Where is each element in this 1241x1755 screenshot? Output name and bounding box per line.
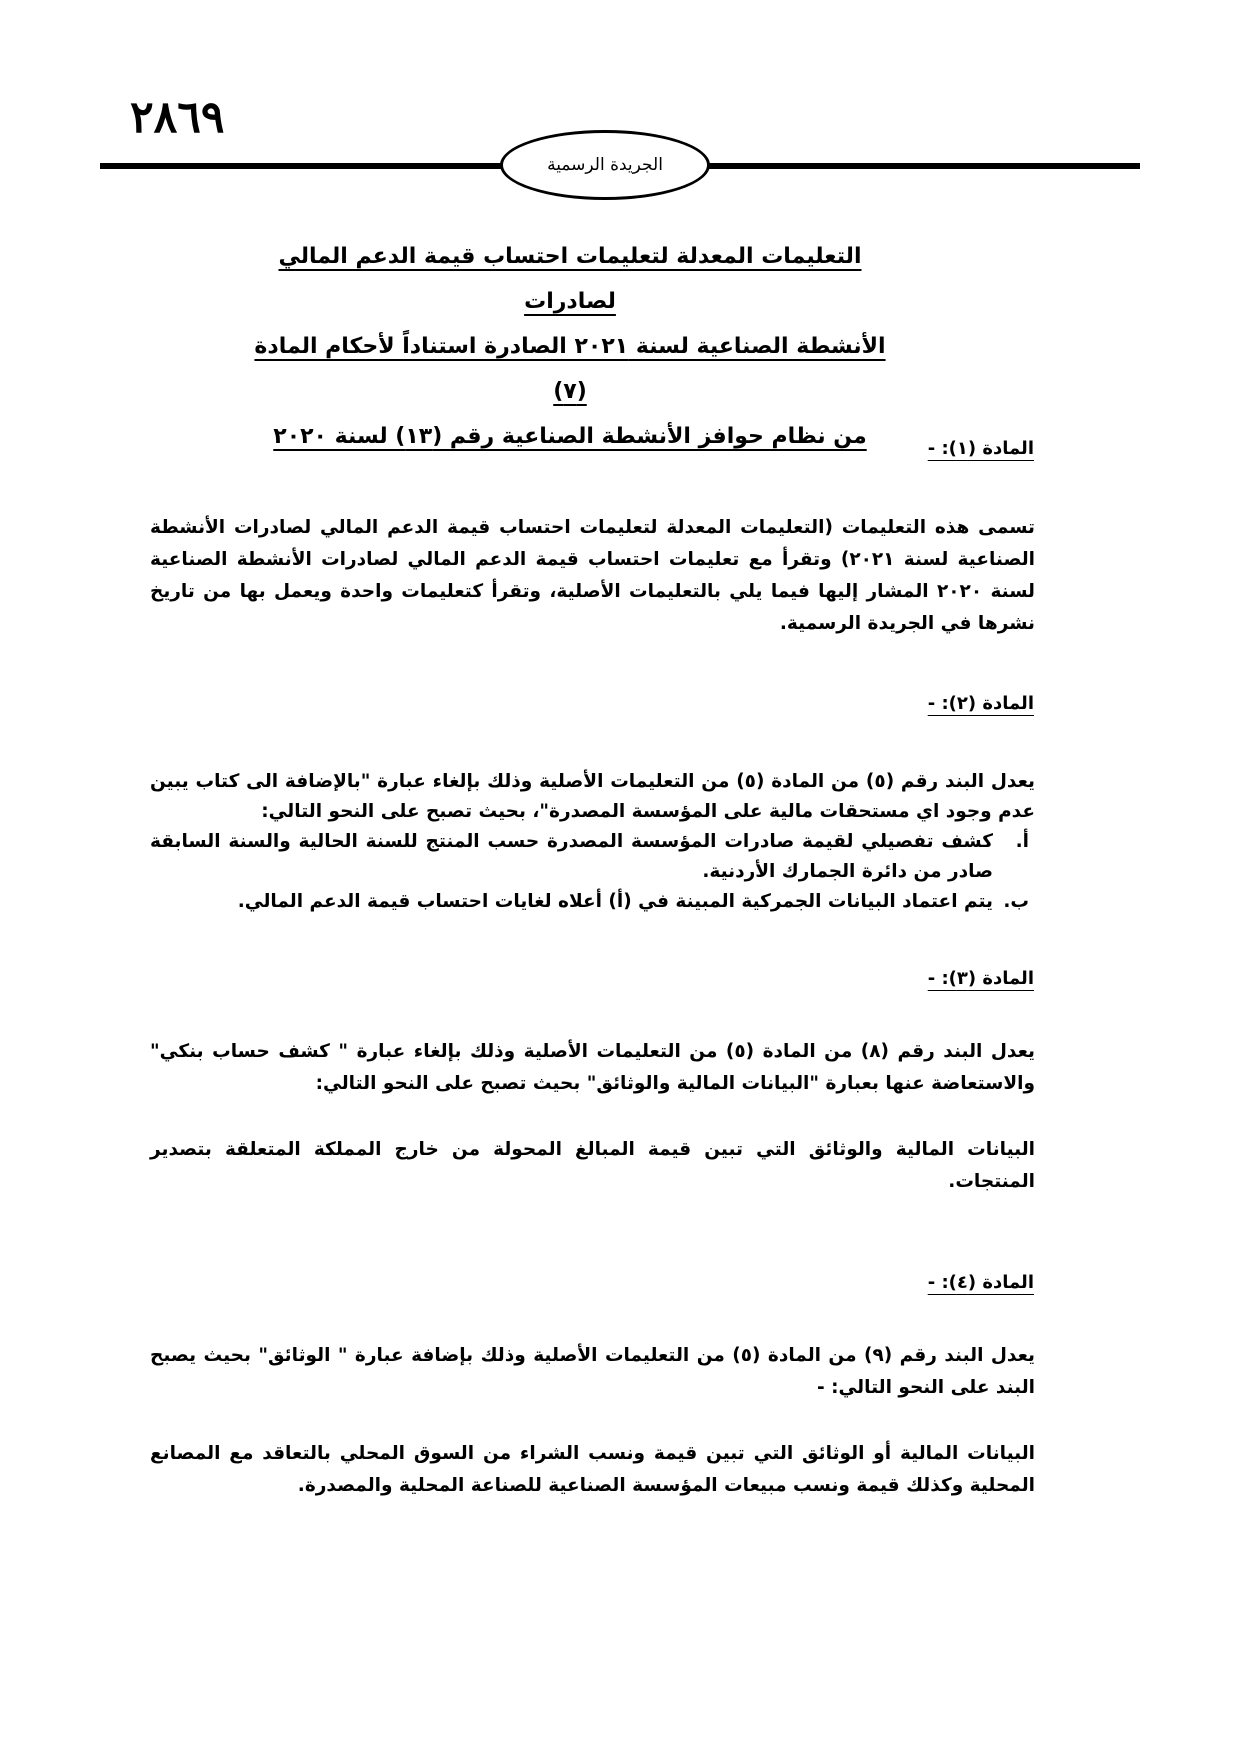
item-a-text: كشف تفصيلي لقيمة صادرات المؤسسة المصدرة حسب المنتج للسنة الحالية والسنة السابقة صادر من دائرة الجمارك الأردنية. (150, 831, 993, 882)
title-line-3: من نظام حوافز الأنشطة الصناعية رقم (١٣) لسنة ٢٠٢٠ (273, 424, 867, 449)
article-2-item-a (150, 827, 1035, 887)
document-title (240, 234, 900, 459)
title-line-2: الأنشطة الصناعية لسنة ٢٠٢١ الصادرة استناداً لأحكام المادة (٧) (254, 334, 886, 404)
article-2-body (150, 767, 1035, 917)
article-4-amended-text: البيانات المالية أو الوثائق التي تبين قيمة ونسب الشراء من السوق المحلي بالتعاقد مع المصانع المحلية وكذلك قيمة ونسب مبيعات المؤسسة الصناعية للصناعة المحلية والمصدرة. (150, 1443, 1035, 1496)
article-1-text: تسمى هذه التعليمات (التعليمات المعدلة لتعليمات احتساب قيمة الدعم المالي لصادرات الأنشطة الصناعية لسنة ٢٠٢١) وتقرأ مع تعليمات احتساب قيمة الدعم المالي لصادرات الأنشطة الصناعية لسنة ٢٠٢٠ المشار إليها فيما يلي بالتعليمات الأصلية، وتقرأ كتعليمات واحدة ويعمل بها من تاريخ نشرها في الجريدة الرسمية. (150, 517, 1036, 634)
article-1-heading: المادة (١): - (927, 438, 1034, 459)
article-3-heading: المادة (٣): - (927, 968, 1034, 989)
item-a-marker: أ. (1015, 831, 1029, 852)
item-b-marker: ب. (1003, 891, 1029, 912)
article-2-heading: المادة (٢): - (927, 693, 1034, 714)
article-3-amended-text: البيانات المالية والوثائق التي تبين قيمة المبالغ المحولة من خارج المملكة المتعلقة بتصدير المنتجات. (150, 1139, 1035, 1192)
gazette-name: الجريدة الرسمية (547, 155, 663, 175)
article-4-heading: المادة (٤): - (927, 1272, 1034, 1293)
article-3-text: يعدل البند رقم (٨) من المادة (٥) من التعليمات الأصلية وذلك بإلغاء عبارة " كشف حساب بنكي" والاستعاضة عنها بعبارة "البيانات المالية والوثائق" بحيث تصبح على النحو التالي: (150, 1041, 1035, 1094)
title-line-1: التعليمات المعدلة لتعليمات احتساب قيمة الدعم المالي لصادرات (278, 244, 862, 314)
item-b-text: يتم اعتماد البيانات الجمركية المبينة في (أ) أعلاه لغايات احتساب قيمة الدعم المالي. (237, 891, 993, 912)
article-2-text: يعدل البند رقم (٥) من المادة (٥) من التعليمات الأصلية وذلك بإلغاء عبارة "بالإضافة الى كتاب يبين عدم وجود اي مستحقات مالية على المؤسسة المصدرة"، بحيث تصبح على النحو التالي: (150, 771, 1035, 822)
article-2-item-b (150, 887, 1035, 917)
gazette-name-badge (500, 130, 710, 200)
article-4-text: يعدل البند رقم (٩) من المادة (٥) من التعليمات الأصلية وذلك بإضافة عبارة " الوثائق" بحيث يصبح البند على النحو التالي: - (150, 1345, 1035, 1398)
page-number: ٢٨٦٩ (130, 92, 225, 143)
